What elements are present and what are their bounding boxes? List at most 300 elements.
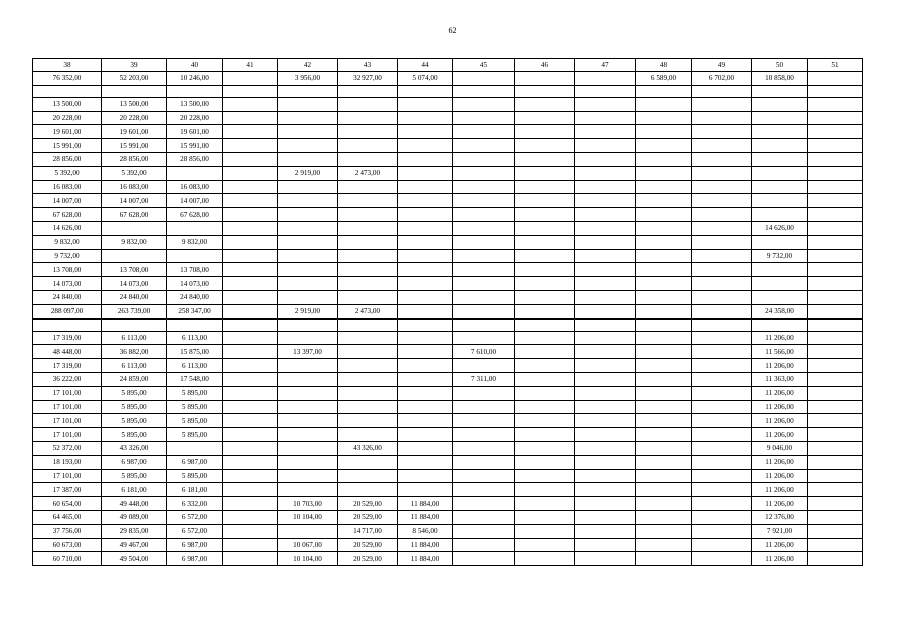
table-cell: 11 206,00: [752, 414, 808, 428]
table-cell: [575, 249, 636, 263]
table-cell: [515, 552, 575, 566]
table-cell: 15 991,00: [167, 139, 223, 153]
table-cell: [223, 469, 278, 483]
table-cell: [453, 111, 515, 125]
table-row: [33, 386, 863, 400]
table-cell: [223, 359, 278, 373]
table-cell: [515, 319, 575, 332]
table-cell: [515, 372, 575, 386]
table-cell: [692, 483, 752, 497]
table-cell: [636, 552, 692, 566]
table-cell: [515, 428, 575, 442]
table-cell: [223, 235, 278, 249]
table-cell: [808, 372, 863, 386]
table-cell: [515, 180, 575, 194]
table-cell: [338, 428, 398, 442]
table-cell: [338, 277, 398, 291]
table-cell: [223, 345, 278, 359]
table-row: [33, 483, 863, 497]
table-cell: [453, 263, 515, 277]
table-cell: [398, 290, 453, 304]
table-cell: [278, 111, 338, 125]
table-cell: 14 073,00: [33, 277, 102, 291]
table-cell: 10 067,00: [278, 538, 338, 552]
table-cell: [398, 455, 453, 469]
table-cell: 14 717,00: [338, 524, 398, 538]
table-cell: [636, 139, 692, 153]
table-cell: [515, 263, 575, 277]
table-cell: 7 311,00: [453, 372, 515, 386]
table-cell: [692, 263, 752, 277]
table-cell: [808, 386, 863, 400]
table-cell: [398, 194, 453, 208]
table-cell: 14 626,00: [33, 221, 102, 235]
table-cell: 11 206,00: [752, 428, 808, 442]
table-cell: 49 467,00: [102, 538, 167, 552]
table-cell: 7 921,00: [752, 524, 808, 538]
table-cell: [398, 345, 453, 359]
table-cell: [453, 552, 515, 566]
table-cell: 43 326,00: [102, 441, 167, 455]
table-cell: 48: [636, 59, 692, 72]
table-cell: [515, 331, 575, 345]
table-cell: 10 246,00: [167, 72, 223, 86]
table-cell: [692, 386, 752, 400]
table-cell: [575, 125, 636, 139]
table-cell: [515, 152, 575, 166]
table-cell: 24 840,00: [167, 290, 223, 304]
table-cell: 6 113,00: [102, 331, 167, 345]
table-cell: [223, 428, 278, 442]
table-cell: [515, 455, 575, 469]
table-cell: 49 504,00: [102, 552, 167, 566]
table-cell: [398, 180, 453, 194]
table-cell: [692, 414, 752, 428]
table-cell: [808, 441, 863, 455]
table-cell: [575, 290, 636, 304]
table-cell: [453, 221, 515, 235]
table-cell: [102, 221, 167, 235]
table-cell: [515, 125, 575, 139]
table-cell: [167, 166, 223, 180]
table-cell: [808, 304, 863, 318]
table-cell: [575, 139, 636, 153]
table-cell: 11 206,00: [752, 400, 808, 414]
table-cell: [278, 331, 338, 345]
table-cell: [692, 208, 752, 222]
table-cell: 60 654,00: [33, 497, 102, 511]
table-cell: [338, 152, 398, 166]
table-cell: 5 895,00: [167, 469, 223, 483]
table-cell: [453, 441, 515, 455]
table-cell: [515, 400, 575, 414]
table-cell: [223, 497, 278, 511]
table-cell: [278, 85, 338, 97]
table-cell: 9 732,00: [752, 249, 808, 263]
table-row: [33, 139, 863, 153]
table-cell: 5 392,00: [102, 166, 167, 180]
table-cell: [692, 235, 752, 249]
table-row: [33, 359, 863, 373]
table-cell: 11 206,00: [752, 386, 808, 400]
table-cell: [338, 455, 398, 469]
table-cell: [636, 345, 692, 359]
table-cell: [575, 524, 636, 538]
table-cell: [692, 125, 752, 139]
table-cell: [398, 483, 453, 497]
table-row: [33, 125, 863, 139]
table-cell: [636, 97, 692, 111]
table-cell: 49: [692, 59, 752, 72]
table-cell: [223, 319, 278, 332]
table-cell: 9 732,00: [33, 249, 102, 263]
table-cell: [223, 304, 278, 318]
table-row: [33, 552, 863, 566]
table-cell: 52 203,00: [102, 72, 167, 86]
table-cell: 13 708,00: [167, 263, 223, 277]
table-cell: [278, 249, 338, 263]
table-cell: [692, 194, 752, 208]
table-cell: 44: [398, 59, 453, 72]
table-cell: [515, 139, 575, 153]
table-cell: 6 987,00: [167, 455, 223, 469]
table-cell: 6 181,00: [167, 483, 223, 497]
table-cell: [338, 386, 398, 400]
table-cell: [338, 469, 398, 483]
table-cell: 52 372,00: [33, 441, 102, 455]
table-cell: 6 987,00: [102, 455, 167, 469]
table-cell: [223, 249, 278, 263]
table-cell: [223, 552, 278, 566]
table-cell: [636, 428, 692, 442]
table-cell: [102, 249, 167, 263]
table-cell: 16 083,00: [33, 180, 102, 194]
table-cell: [515, 111, 575, 125]
table-cell: [752, 277, 808, 291]
table-cell: 14 007,00: [33, 194, 102, 208]
table-row: [33, 208, 863, 222]
table-cell: [223, 97, 278, 111]
table-cell: [338, 372, 398, 386]
table-cell: 17 387,00: [33, 483, 102, 497]
table-cell: 10 104,00: [278, 510, 338, 524]
table-cell: [808, 152, 863, 166]
table-row: [33, 111, 863, 125]
table-cell: [636, 290, 692, 304]
table-cell: [453, 194, 515, 208]
table-cell: [33, 85, 102, 97]
table-cell: 5 895,00: [167, 400, 223, 414]
table-cell: [692, 428, 752, 442]
table-cell: [338, 249, 398, 263]
table-cell: [808, 97, 863, 111]
table-cell: [692, 510, 752, 524]
table-cell: [278, 372, 338, 386]
table-cell: 8 546,00: [398, 524, 453, 538]
table-cell: [575, 235, 636, 249]
table-cell: [453, 139, 515, 153]
table-cell: [453, 510, 515, 524]
table-cell: [636, 194, 692, 208]
table-cell: [398, 85, 453, 97]
table-cell: [636, 263, 692, 277]
table-cell: 67 628,00: [167, 208, 223, 222]
table-cell: [223, 139, 278, 153]
table-cell: [338, 400, 398, 414]
table-cell: [453, 277, 515, 291]
table-cell: 13 500,00: [33, 97, 102, 111]
table-cell: [752, 85, 808, 97]
table-cell: [636, 319, 692, 332]
table-cell: [278, 469, 338, 483]
table-cell: [636, 414, 692, 428]
table-cell: [398, 208, 453, 222]
table-cell: 24 859,00: [102, 372, 167, 386]
table-cell: [575, 72, 636, 86]
table-cell: 6 332,00: [167, 497, 223, 511]
table-cell: [398, 441, 453, 455]
table-cell: [692, 319, 752, 332]
table-cell: [398, 139, 453, 153]
table-cell: [453, 125, 515, 139]
table-cell: [453, 483, 515, 497]
table-cell: [453, 152, 515, 166]
table-cell: [636, 221, 692, 235]
table-cell: 11 206,00: [752, 538, 808, 552]
table-cell: [223, 166, 278, 180]
table-cell: 36 222,00: [33, 372, 102, 386]
table-cell: [338, 331, 398, 345]
table-cell: [398, 97, 453, 111]
table-cell: [223, 331, 278, 345]
table-cell: [278, 208, 338, 222]
table-cell: [808, 85, 863, 97]
table-cell: [636, 497, 692, 511]
table-cell: [808, 166, 863, 180]
table-cell: [515, 277, 575, 291]
table-cell: [636, 152, 692, 166]
table-cell: [575, 319, 636, 332]
table-cell: [808, 139, 863, 153]
table-cell: [808, 428, 863, 442]
table-cell: [278, 180, 338, 194]
table-row: [33, 277, 863, 291]
table-cell: [515, 414, 575, 428]
table-cell: [808, 263, 863, 277]
table-cell: [636, 235, 692, 249]
table-row: [33, 166, 863, 180]
table-cell: [636, 538, 692, 552]
table-cell: [278, 263, 338, 277]
table-cell: [575, 359, 636, 373]
table-cell: [692, 372, 752, 386]
table-cell: [636, 441, 692, 455]
table-cell: [338, 208, 398, 222]
table-cell: 6 702,00: [692, 72, 752, 86]
table-row: [33, 263, 863, 277]
table-cell: [453, 455, 515, 469]
table-cell: 48 448,00: [33, 345, 102, 359]
table-cell: [453, 249, 515, 263]
table-row: [33, 414, 863, 428]
table-cell: 20 228,00: [102, 111, 167, 125]
table-cell: 11 566,00: [752, 345, 808, 359]
table-cell: [808, 331, 863, 345]
table-cell: [278, 483, 338, 497]
table-cell: [278, 290, 338, 304]
table-cell: 11 206,00: [752, 497, 808, 511]
table-cell: [515, 497, 575, 511]
table-cell: [223, 372, 278, 386]
table-cell: 11 884,00: [398, 497, 453, 511]
table-cell: [223, 111, 278, 125]
table-cell: [515, 166, 575, 180]
table-cell: 5 074,00: [398, 72, 453, 86]
table-cell: 11 206,00: [752, 469, 808, 483]
table-cell: 11 884,00: [398, 510, 453, 524]
table-cell: [223, 414, 278, 428]
table-cell: 50: [752, 59, 808, 72]
table-cell: 6 987,00: [167, 552, 223, 566]
table-cell: 6 572,00: [167, 524, 223, 538]
table-cell: [636, 510, 692, 524]
table-cell: 45: [453, 59, 515, 72]
header-row: [33, 59, 863, 72]
table-cell: [752, 235, 808, 249]
table-cell: [338, 414, 398, 428]
table-cell: [752, 319, 808, 332]
table-cell: [398, 277, 453, 291]
table-cell: [223, 455, 278, 469]
table-cell: [167, 249, 223, 263]
table-cell: [453, 414, 515, 428]
table-body: [33, 59, 863, 566]
table-row: [33, 538, 863, 552]
table-cell: [636, 524, 692, 538]
table-cell: [515, 249, 575, 263]
table-cell: [278, 400, 338, 414]
table-cell: 64 465,00: [33, 510, 102, 524]
table-cell: [692, 85, 752, 97]
table-cell: [752, 208, 808, 222]
table-cell: 14 073,00: [167, 277, 223, 291]
table-cell: [167, 319, 223, 332]
table-row: [33, 372, 863, 386]
table-cell: [636, 359, 692, 373]
table-cell: [575, 538, 636, 552]
table-cell: [692, 552, 752, 566]
table-cell: [278, 441, 338, 455]
table-cell: [515, 386, 575, 400]
table-cell: 10 858,00: [752, 72, 808, 86]
table-cell: [575, 166, 636, 180]
table-cell: [398, 359, 453, 373]
table-cell: [453, 290, 515, 304]
table-cell: [692, 221, 752, 235]
page-number: 62: [448, 26, 457, 35]
table-cell: 5 895,00: [102, 469, 167, 483]
table-cell: [515, 235, 575, 249]
table-cell: [453, 166, 515, 180]
table-cell: [808, 359, 863, 373]
table-cell: 24 358,00: [752, 304, 808, 318]
table-cell: [692, 166, 752, 180]
table-cell: [515, 208, 575, 222]
table-cell: [808, 221, 863, 235]
table-cell: [575, 277, 636, 291]
table-cell: [398, 152, 453, 166]
table-cell: [338, 483, 398, 497]
table-cell: [692, 304, 752, 318]
table-cell: [808, 552, 863, 566]
table-cell: [575, 304, 636, 318]
table-cell: 17 319,00: [33, 359, 102, 373]
table-cell: 13 708,00: [102, 263, 167, 277]
table-cell: [575, 510, 636, 524]
table-cell: [515, 345, 575, 359]
table-cell: [636, 372, 692, 386]
table-cell: [223, 152, 278, 166]
table-row: [33, 455, 863, 469]
table-cell: 258 347,00: [167, 304, 223, 318]
table-cell: [515, 85, 575, 97]
table-cell: [636, 249, 692, 263]
table-cell: [453, 331, 515, 345]
table-row: [33, 345, 863, 359]
table-cell: [338, 180, 398, 194]
table-row: [33, 428, 863, 442]
table-cell: 5 895,00: [102, 428, 167, 442]
table-cell: [223, 180, 278, 194]
table-cell: [692, 139, 752, 153]
table-cell: [636, 331, 692, 345]
table-cell: [752, 139, 808, 153]
table-cell: [636, 400, 692, 414]
table-cell: [398, 414, 453, 428]
table-cell: 20 228,00: [33, 111, 102, 125]
table-cell: [453, 235, 515, 249]
table-cell: [808, 125, 863, 139]
table-row: [33, 524, 863, 538]
spacer-row: [33, 85, 863, 97]
table-cell: [398, 386, 453, 400]
table-row: [33, 235, 863, 249]
table-cell: [692, 331, 752, 345]
table-cell: 10 703,00: [278, 497, 338, 511]
table-row: [33, 249, 863, 263]
table-cell: [223, 277, 278, 291]
table-row: [33, 400, 863, 414]
table-row: [33, 510, 863, 524]
table-cell: [453, 319, 515, 332]
table-cell: 15 991,00: [102, 139, 167, 153]
table-cell: [398, 221, 453, 235]
table-cell: [692, 249, 752, 263]
table-cell: [808, 524, 863, 538]
table-cell: 19 601,00: [33, 125, 102, 139]
table-cell: [752, 263, 808, 277]
table-cell: 13 708,00: [33, 263, 102, 277]
table-cell: [398, 400, 453, 414]
table-cell: 6 113,00: [167, 331, 223, 345]
table-cell: [692, 455, 752, 469]
table-cell: [808, 414, 863, 428]
table-cell: 51: [808, 59, 863, 72]
table-cell: [636, 277, 692, 291]
table-cell: 2 919,00: [278, 166, 338, 180]
table-cell: [398, 372, 453, 386]
table-cell: [575, 152, 636, 166]
